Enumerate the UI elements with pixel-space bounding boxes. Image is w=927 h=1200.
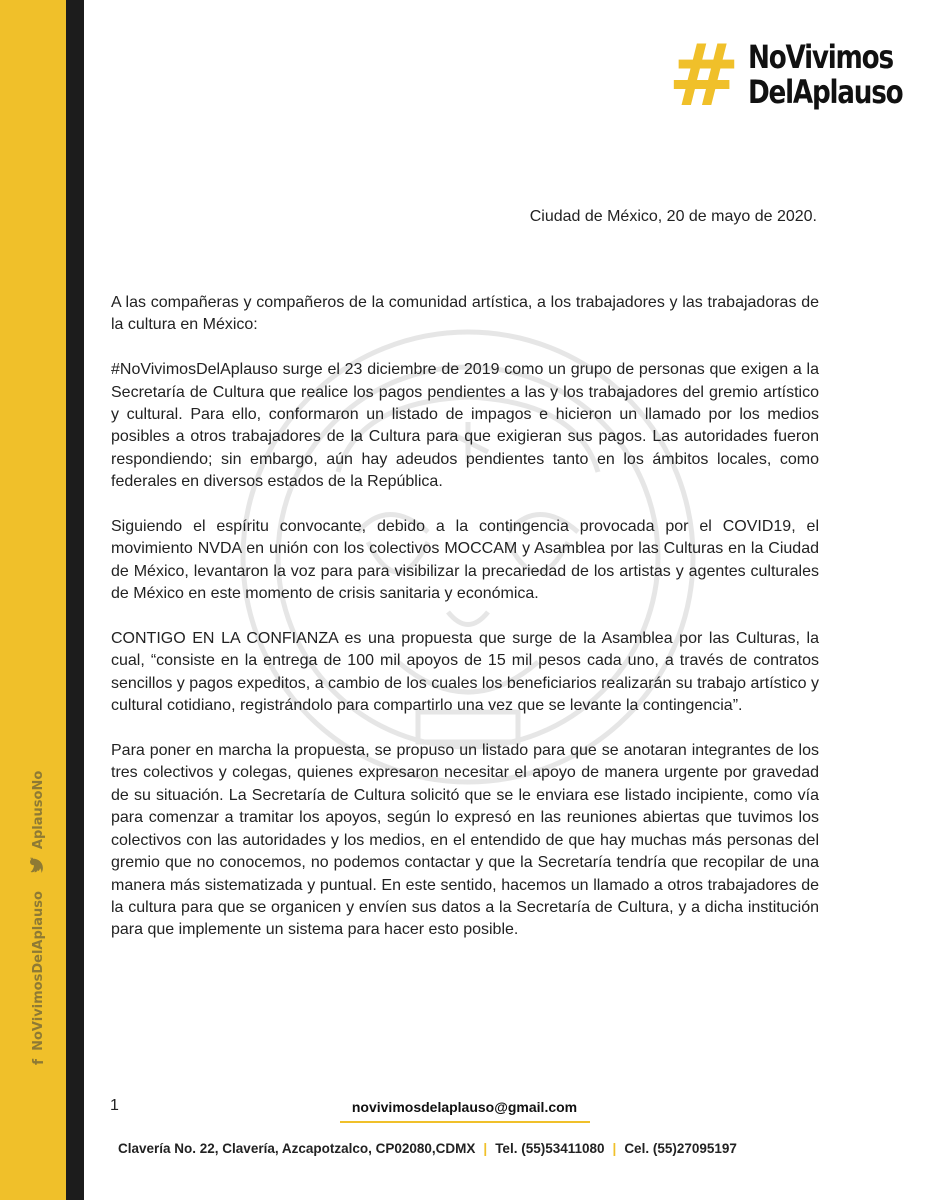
footer-contact [118,1141,737,1156]
body-paragraph: #NoVivimosDelAplauso surge el 23 diciembre de 2019 como un grupo de personas que exigen a la Secretaría de Cultura que realice los pagos pendientes a las y los trabajadores del gremio artístico y cultural. Para ello, conformaron un listado de impagos e hicieron un llamado por los medios posibles a otros trabajadores de la Cultura para que exigieran sus pagos. Las autoridades fueron respondiendo; sin embargo, aún hay adeudos pendientes tanto en los ámbitos locales, como federales en diversos estados de la República. [111,361,819,491]
hashtag-icon: # [668,26,741,126]
salutation-paragraph: A las compañeras y compañeros de la comunidad artística, a los trabajadores y las trabajadoras de la cultura en México: [111,294,819,334]
email-underline [340,1121,590,1123]
letter-date: Ciudad de México, 20 de mayo de 2020. [529,208,817,225]
body-paragraph: CONTIGO EN LA CONFIANZA es una propuesta que surge de la Asamblea por las Culturas, la cual, “consiste en la entrega de 100 mil apoyos de 15 mil pesos cada uno, a través de contratos sencillos y pagos expeditos, a cambio de los cuales los beneficiarios realizarán su trabajo artístico y cultural cotidiano, registrándolo para compartirlo una vez que se levante la contingencia”. [111,630,819,715]
footer-separator: | [483,1141,488,1156]
body-paragraph: Siguiendo el espíritu convocante, debido a la contingencia provocada por el COVID19, el movimiento NVDA en unión con los colectivos MOCCAM y Asamblea por las Culturas en la Ciudad de México, levantaron la voz para para visibilizar la precariedad de los artistas y agentes culturales de México en este momento de crisis sanitaria y económica. [111,518,819,603]
footer-cel: Cel. (55)27095197 [624,1141,737,1156]
facebook-icon: f [30,1058,47,1065]
footer-address: Clavería No. 22, Clavería, Azcapotzalco, CP02080,CDMX [118,1141,476,1156]
footer-email[interactable] [0,1099,927,1115]
page-number: 1 [110,1097,119,1114]
logo-line-1: NoVivimos [748,38,893,76]
novivimos-logo [668,26,903,126]
logo-line-2: DelAplauso [748,73,903,111]
social-handles [30,771,47,1065]
twitter-icon [30,857,47,873]
footer-separator: | [612,1141,617,1156]
facebook-handle: NoVivimosDelAplauso [31,891,46,1051]
letter-body [111,292,819,964]
email-text: novivimosdelaplauso@gmail.com [351,1099,578,1115]
body-paragraph: Para poner en marcha la propuesta, se propuso un listado para que se anotaran integrantes de los tres colectivos y colegas, quienes expresaron necesitar el apoyo de manera urgente por gravedad de su situación. La Secretaría de Cultura solicitó que se le enviara ese listado incipiente, como vía para comenzar a tramitar los apoyos, según lo expresó en las reuniones abiertas que tuvimos los colectivos con las autoridades y los medios, en el entendido de que hay muchas más personas del gremio que no conocemos, no podemos contactar y que la Secretaría tendría que recopilar de una manera más sistematizada y puntual. En este sentido, hacemos un llamado a otros trabajadores de la cultura para que se organicen y envíen sus datos a la Secretaría de Cultura, y a dicha institución para que implemente un sistema para hacer esto posible. [111,742,819,939]
logo-wordmark [748,40,902,110]
sidebar-dark-stripe [66,0,84,1200]
twitter-handle: AplausoNo [31,770,46,850]
footer-tel: Tel. (55)53411080 [495,1141,605,1156]
